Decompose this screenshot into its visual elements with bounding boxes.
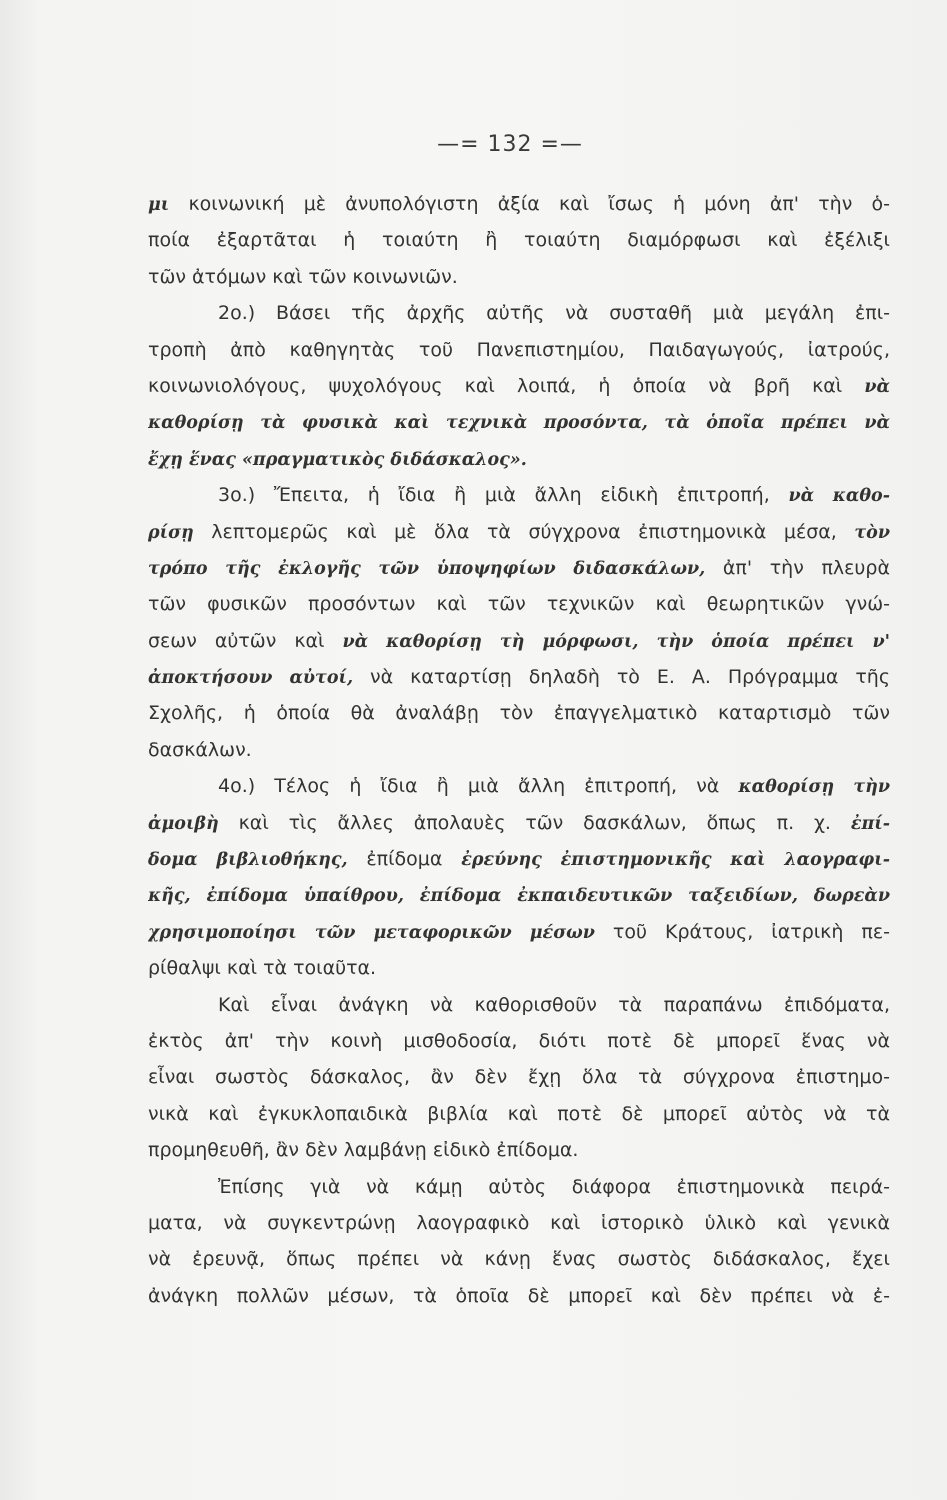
text-run: λεπτομερῶς καὶ μὲ ὅλα τὰ σύγχρονα ἐπιστημονικὰ μέσα, [193,520,855,543]
text-line [148,550,890,586]
text-line [148,1205,890,1241]
text-line [148,1059,890,1095]
text-run: τῶν φυσικῶν προσόντων καὶ τῶν τεχνικῶν καὶ θεωρητικῶν γνώ- [148,593,890,616]
italic-text-run: ἐπί- [850,813,890,834]
text-run: ἐπίδομα [347,848,462,871]
text-line [148,1132,890,1168]
italic-text-run: κῆς, ἐπίδομα ὑπαίθρου, ἐπίδομα ἐκπαιδευτικῶν ταξειδίων, δωρεὰν [148,886,890,907]
text-line [148,1169,890,1205]
italic-text-run: νὰ [864,376,890,397]
italic-text-run: τρόπο τῆς ἐκλογῆς τῶν ὑποψηφίων διδασκάλων, [148,558,706,579]
text-line [148,841,890,877]
text-run: καὶ τὶς ἄλλες ἀπολαυὲς τῶν δασκάλων, ὅπως π. χ. [218,811,851,834]
page-number: —= 132 =— [437,132,583,157]
italic-text-run: τὸν [854,522,890,543]
italic-text-run: δομα βιβλιοθήκης, [148,850,348,871]
page-body-text [148,186,890,1314]
text-line [148,332,890,368]
text-run: Ἐπίσης γιὰ νὰ κάμῃ αὐτὸς διάφορα ἐπιστημονικὰ πειρά- [218,1175,890,1198]
text-line [148,259,890,295]
text-run: 2ο.) Βάσει τῆς ἀρχῆς αὐτῆς νὰ συσταθῆ μιὰ μεγάλη ἐπι- [218,302,890,325]
text-run: 4ο.) Τέλος ἡ ἴδια ἢ μιὰ ἄλλη ἐπιτροπή, νὰ [218,775,739,798]
text-line [148,877,890,913]
italic-text-run: νὰ καθο- [788,486,890,507]
text-run: τροπὴ ἀπὸ καθηγητὰς τοῦ Πανεπιστημίου, Παιδαγωγούς, ἰατρούς, [148,338,890,361]
text-run: ἀνάγκη πολλῶν μέσων, τὰ ὁποῖα δὲ μπορεῖ καὶ δὲν πρέπει νὰ ἐ- [148,1284,890,1307]
text-run: εἶναι σωστὸς δάσκαλος, ἂν δὲν ἔχῃ ὅλα τὰ σύγχρονα ἐπιστημο- [148,1066,890,1089]
text-line [148,514,890,550]
text-run: νὰ ἐρευνᾷ, ὅπως πρέπει νὰ κάνῃ ἕνας σωστὸς διδάσκαλος, ἔχει [148,1248,890,1271]
text-run: ἀπ' τὴν πλευρὰ [705,556,890,579]
text-line [148,987,890,1023]
italic-text-run: νὰ καθορίσῃ τὴ μόρφωσι, τὴν ὁποία πρέπει ν' [342,631,890,652]
text-run: νικὰ καὶ ἐγκυκλοπαιδικὰ βιβλία καὶ ποτὲ δὲ μπορεῖ αὐτὸς νὰ τὰ [148,1102,890,1125]
text-run: τοῦ Κράτους, ἰατρικὴ πε- [594,920,890,943]
text-line [148,477,890,513]
text-line [148,295,890,331]
text-line [148,1023,890,1059]
text-line [148,586,890,622]
text-run: ρίθαλψι καὶ τὰ τοιαῦτα. [148,957,377,980]
italic-text-run: ρίσῃ [148,522,194,543]
italic-text-run: ἔχῃ ἕνας «πραγματικὸς διδάσκαλος». [148,449,527,470]
text-run: δασκάλων. [148,738,252,761]
text-line [148,404,890,440]
text-line [148,441,890,477]
text-line [148,1241,890,1277]
text-run: 3ο.) Ἔπειτα, ἡ ἴδια ἢ μιὰ ἄλλη εἰδικὴ ἐπιτροπή, [218,484,789,507]
italic-text-run: ἐρεύνης ἐπιστημονικῆς καὶ λαογραφι- [461,850,890,871]
text-line [148,805,890,841]
text-line [148,768,890,804]
text-run: Καὶ εἶναι ἀνάγκη νὰ καθορισθοῦν τὰ παραπάνω ἐπιδόματα, [218,993,890,1016]
text-line [148,659,890,695]
text-run: Σχολῆς, ἡ ὁποία θὰ ἀναλάβῃ τὸν ἐπαγγελματικὸ καταρτισμὸ τῶν [148,702,890,725]
text-run: ποία ἐξαρτᾶται ἡ τοιαύτη ἢ τοιαύτη διαμόρφωσι καὶ ἐξέλιξι [148,229,890,252]
text-run: ματα, νὰ συγκεντρώνῃ λαογραφικὸ καὶ ἱστορικὸ ὑλικὸ καὶ γενικὰ [148,1211,890,1234]
italic-text-run: καθορίσῃ τὰ φυσικὰ καὶ τεχνικὰ προσόντα, τὰ ὁποῖα πρέπει νὰ [148,413,890,434]
text-line [148,950,890,986]
text-line [148,186,890,222]
text-line [148,368,890,404]
italic-text-run: ἀμοιβὴ [148,813,219,834]
text-line [148,222,890,258]
text-line [148,623,890,659]
text-run: κοινωνιολόγους, ψυχολόγους καὶ λοιπά, ἡ ὁποία νὰ βρῆ καὶ [148,374,865,397]
italic-text-run: μι [148,195,170,215]
text-run: προμηθευθῆ, ἂν δὲν λαμβάνῃ εἰδικὸ ἐπίδομα. [148,1139,579,1162]
text-line [148,732,890,768]
text-run: ἐκτὸς ἀπ' τὴν κοινὴ μισθοδοσία, διότι ποτὲ δὲ μπορεῖ ἕνας νὰ [148,1029,890,1052]
italic-text-run: καθορίσῃ τὴν [738,777,890,798]
italic-text-run: ἀποκτήσουν αὐτοί, [148,668,354,689]
italic-text-run: χρησιμοποίησι τῶν μεταφορικῶν μέσων [148,922,595,943]
text-run: τῶν ἀτόμων καὶ τῶν κοινωνιῶν. [148,265,458,288]
text-line [148,1096,890,1132]
text-run: νὰ καταρτίσῃ δηλαδὴ τὸ Ε. Α. Πρόγραμμα τῆς [353,666,890,689]
text-line [148,1278,890,1314]
text-run: κοινωνική μὲ ἀνυπολόγιστη ἀξία καὶ ἴσως ἡ μόνη ἀπ' τὴν ὁ- [169,193,890,215]
text-line [148,695,890,731]
text-run: σεων αὐτῶν καὶ [148,629,343,652]
text-line [148,914,890,950]
